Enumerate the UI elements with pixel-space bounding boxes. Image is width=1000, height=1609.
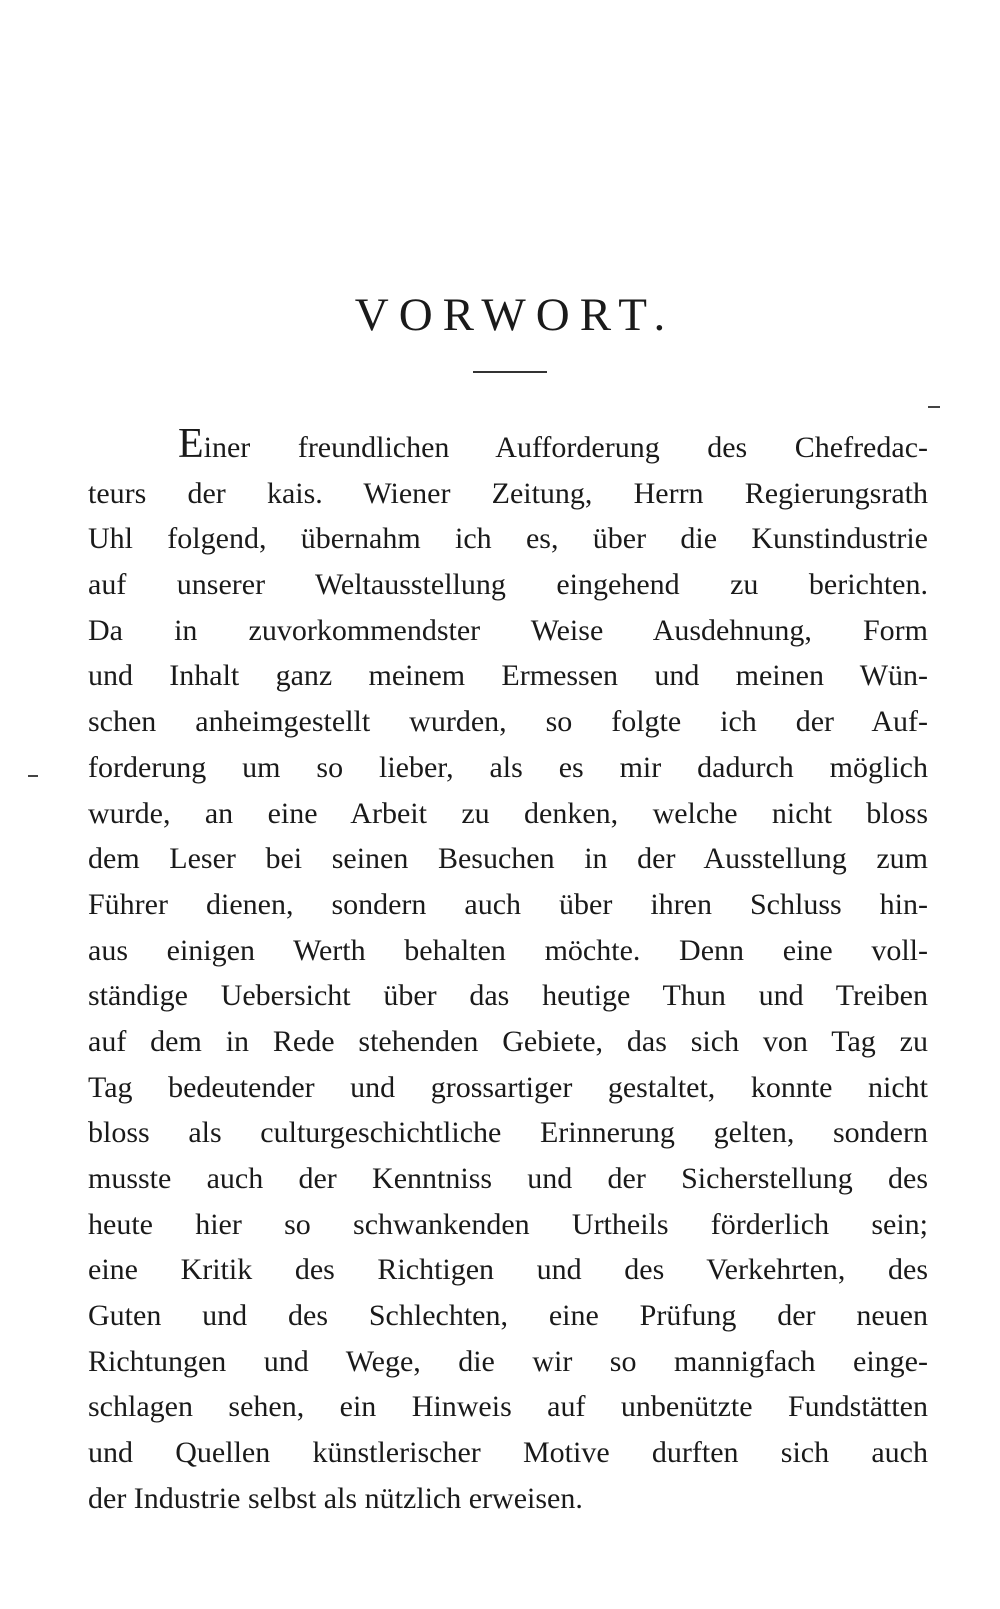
paragraph-line: bloss als culturgeschichtliche Erinnerung gelten, sondern [88, 1116, 928, 1150]
paragraph-line: wurde, an eine Arbeit zu denken, welche nicht bloss [88, 796, 928, 830]
paragraph-line: ständige Uebersicht über das heutige Thun und Treiben [88, 979, 928, 1013]
paragraph-line: eine Kritik des Richtigen und des Verkehrten, des [88, 1253, 928, 1287]
paragraph-line: auf dem in Rede stehenden Gebiete, das sich von Tag zu [88, 1024, 928, 1058]
preface-paragraph [88, 421, 928, 1522]
title-rule [473, 371, 547, 373]
paragraph-line: Da in zuvorkommendster Weise Ausdehnung, Form [88, 613, 928, 647]
paragraph-line: forderung um so lieber, als es mir dadurch möglich [88, 750, 928, 784]
paragraph-line: schlagen sehen, ein Hinweis auf unbenützte Fundstätten [88, 1390, 928, 1424]
drop-cap: E [178, 421, 204, 467]
paragraph-line: Einer freundlichen Aufforderung des Chefredac- [178, 421, 928, 467]
paragraph-line: heute hier so schwankenden Urtheils förderlich sein; [88, 1207, 928, 1241]
paragraph-line: und Inhalt ganz meinem Ermessen und meinen Wün- [88, 659, 928, 693]
margin-mark [28, 775, 38, 777]
paragraph-line: Tag bedeutender und grossartiger gestaltet, konnte nicht [88, 1070, 928, 1104]
paragraph-line: musste auch der Kenntniss und der Sicherstellung des [88, 1162, 928, 1195]
paragraph-line: Richtungen und Wege, die wir so mannigfach einge- [88, 1344, 928, 1378]
paragraph-line: aus einigen Werth behalten möchte. Denn eine voll- [88, 933, 928, 967]
paragraph-line: und Quellen künstlerischer Motive durften sich auch [88, 1436, 928, 1470]
paragraph-line: Guten und des Schlechten, eine Prüfung der neuen [88, 1299, 928, 1333]
paragraph-line: der Industrie selbst als nützlich erweisen. [88, 1481, 583, 1515]
margin-mark [928, 406, 940, 408]
paragraph-line: dem Leser bei seinen Besuchen in der Ausstellung zum [88, 842, 928, 876]
paragraph-line: Führer dienen, sondern auch über ihren Schluss hin- [88, 887, 928, 921]
paragraph-line: Uhl folgend, übernahm ich es, über die Kunstindustrie [88, 522, 928, 556]
page-title: VORWORT. [354, 289, 676, 341]
paragraph-line: schen anheimgestellt wurden, so folgte ich der Auf- [88, 705, 928, 739]
paragraph-line: auf unserer Weltausstellung eingehend zu berichten. [88, 568, 928, 602]
paragraph-line: teurs der kais. Wiener Zeitung, Herrn Regierungsrath [88, 476, 928, 510]
